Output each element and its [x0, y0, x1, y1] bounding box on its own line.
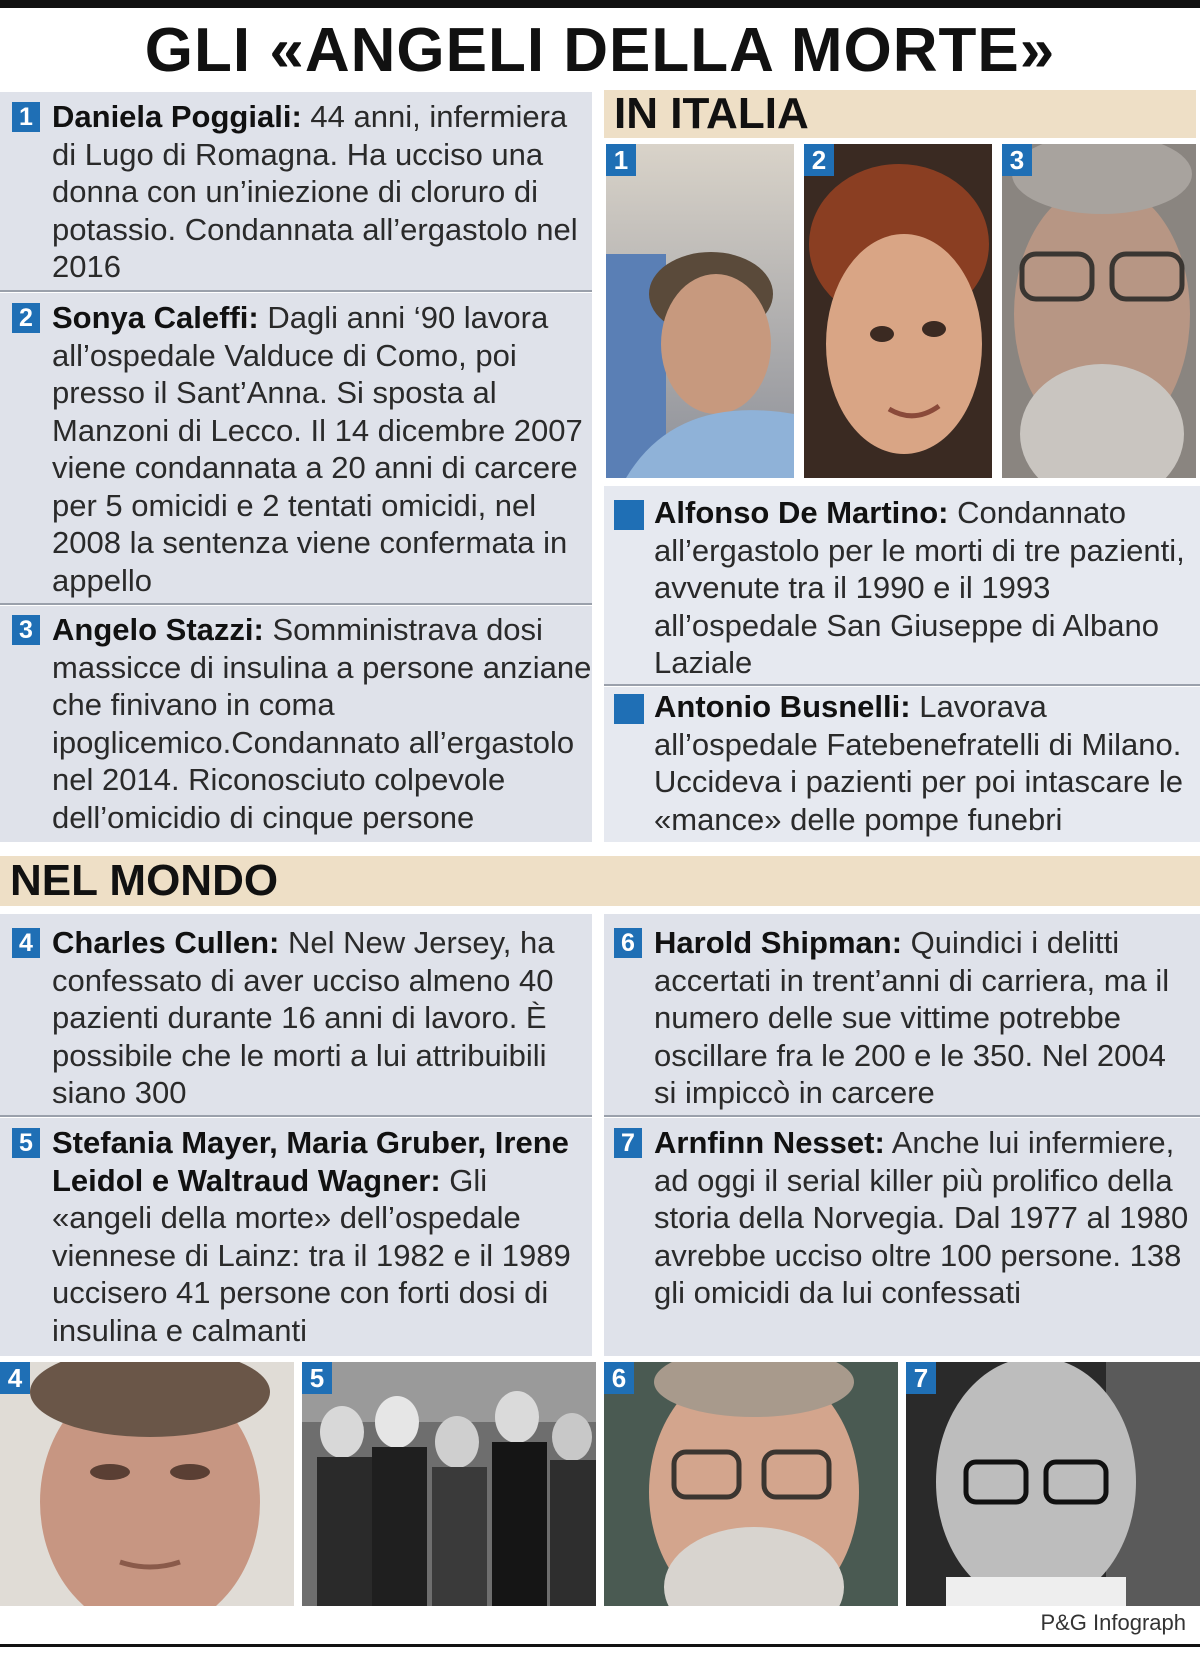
entry-text-busnelli — [654, 688, 1200, 838]
entry-text-demartino — [654, 494, 1194, 682]
portrait-image — [604, 1362, 898, 1606]
entry-description: Anche lui infermiere, ad oggi il serial killer più prolifico della storia della Norvegia. Dal 1977 al 1980 avrebbe ucciso oltre 100 persone. 138 gli omicidi da lui confessati — [654, 1125, 1189, 1310]
entry-number-badge: 7 — [614, 1128, 642, 1158]
entry-name: Alfonso De Martino: — [654, 495, 949, 530]
entry-description: Dagli anni ‘90 lavora all’ospedale Valduce di Como, poi presso il Sant’Anna. Si sposta al Manzoni di Lecco. Il 14 dicembre 2007 viene condannata a 20 anni di carcere per 5 omicidi e 2 tentati omicidi, nel 2008 la sentenza viene confermata in appello — [52, 300, 583, 598]
entry-description: Nel New Jersey, ha confessato di aver ucciso almeno 40 pazienti durante 16 anni di lavoro. È possibile che le morti a lui attribuibili siano 300 — [52, 925, 555, 1110]
photo-stazzi — [1002, 144, 1196, 478]
entry-name: Antonio Busnelli: — [654, 689, 911, 724]
entry-name: Stefania Mayer, Maria Gruber, Irene Leidol e Waltraud Wagner: — [52, 1125, 569, 1198]
page-title: GLI «ANGELI DELLA MORTE» — [144, 16, 1056, 85]
section-heading-italia: IN ITALIA — [604, 90, 1196, 138]
entry-number-badge: 3 — [12, 615, 40, 645]
entry-bullet-square — [614, 694, 644, 724]
entry-name: Charles Cullen: — [52, 925, 280, 960]
divider — [0, 603, 592, 605]
entry-number-badge: 1 — [12, 102, 40, 132]
entry-text-nesset — [654, 1124, 1194, 1312]
section-heading-mondo: NEL MONDO — [0, 856, 1200, 906]
entry-number-badge: 2 — [12, 303, 40, 333]
photo-number-badge: 6 — [604, 1362, 634, 1394]
photo-number-badge: 2 — [804, 144, 834, 176]
photo-lainz — [302, 1362, 596, 1606]
entry-number-badge: 4 — [12, 928, 40, 958]
entry-text-caleffi — [52, 299, 588, 599]
entry-description: Gli «angeli della morte» dell’ospedale viennese di Lainz: tra il 1982 e il 1989 uccisero 41 persone con forti dosi di insulina e calmanti — [52, 1162, 571, 1348]
entry-description: Somministrava dosi massicce di insulina a persone anziane che finivano in coma ipoglicemico.Condannato all’ergastolo nel 2014. Riconosciuto colpevole dell’omicidio di cinque persone — [52, 612, 592, 835]
entry-text-lainz — [52, 1124, 592, 1349]
entry-description: Quindici i delitti accertati in trent’anni di carriera, ma il numero delle sue vittime potrebbe oscillare fra le 200 e le 350. Nel 2004 si impiccò in carcere — [654, 925, 1170, 1110]
portrait-image — [0, 1362, 294, 1606]
divider — [604, 684, 1200, 686]
entry-description: 44 anni, infermiera di Lugo di Romagna. Ha ucciso una donna con un’iniezione di cloruro di potassio. Condannata all’ergastolo nel 2016 — [52, 99, 578, 284]
portrait-image — [1002, 144, 1196, 478]
photo-caleffi — [804, 144, 992, 478]
photo-nesset — [906, 1362, 1200, 1606]
portrait-image — [606, 144, 794, 478]
entry-name: Harold Shipman: — [654, 925, 903, 960]
photo-shipman — [604, 1362, 898, 1606]
entry-name: Sonya Caleffi: — [52, 300, 259, 335]
group-photo-image — [302, 1362, 596, 1606]
top-rule — [0, 0, 1200, 8]
photo-cullen — [0, 1362, 294, 1606]
divider — [0, 1115, 592, 1117]
entry-number-badge: 5 — [12, 1128, 40, 1158]
entry-text-cullen — [52, 924, 592, 1112]
photo-number-badge: 5 — [302, 1362, 332, 1394]
source-credit: P&G Infograph — [1040, 1610, 1186, 1635]
entry-description: Lavorava all’ospedale Fatebenefratelli di Milano. Uccideva i pazienti per poi intascare le «mance» delle pompe funebri — [654, 689, 1183, 837]
entry-name: Arnfinn Nesset: — [654, 1125, 885, 1160]
portrait-image — [804, 144, 992, 478]
photo-number-badge: 3 — [1002, 144, 1032, 176]
entry-description: Condannato all’ergastolo per le morti di tre pazienti, avvenute tra il 1990 e il 1993 all’ospedale San Giuseppe di Albano Laziale — [654, 495, 1185, 680]
bottom-rule — [0, 1644, 1200, 1647]
photo-poggiali — [606, 144, 794, 478]
divider — [0, 290, 592, 292]
photo-number-badge: 4 — [0, 1362, 30, 1394]
photo-number-badge: 7 — [906, 1362, 936, 1394]
portrait-image — [906, 1362, 1200, 1606]
entry-name: Angelo Stazzi: — [52, 612, 264, 647]
entry-text-stazzi — [52, 611, 592, 836]
entry-name: Daniela Poggiali: — [52, 99, 302, 134]
divider — [604, 1115, 1200, 1117]
entry-text-poggiali — [52, 98, 588, 286]
entry-text-shipman — [654, 924, 1194, 1112]
photo-number-badge: 1 — [606, 144, 636, 176]
entry-bullet-square — [614, 500, 644, 530]
entry-number-badge: 6 — [614, 928, 642, 958]
